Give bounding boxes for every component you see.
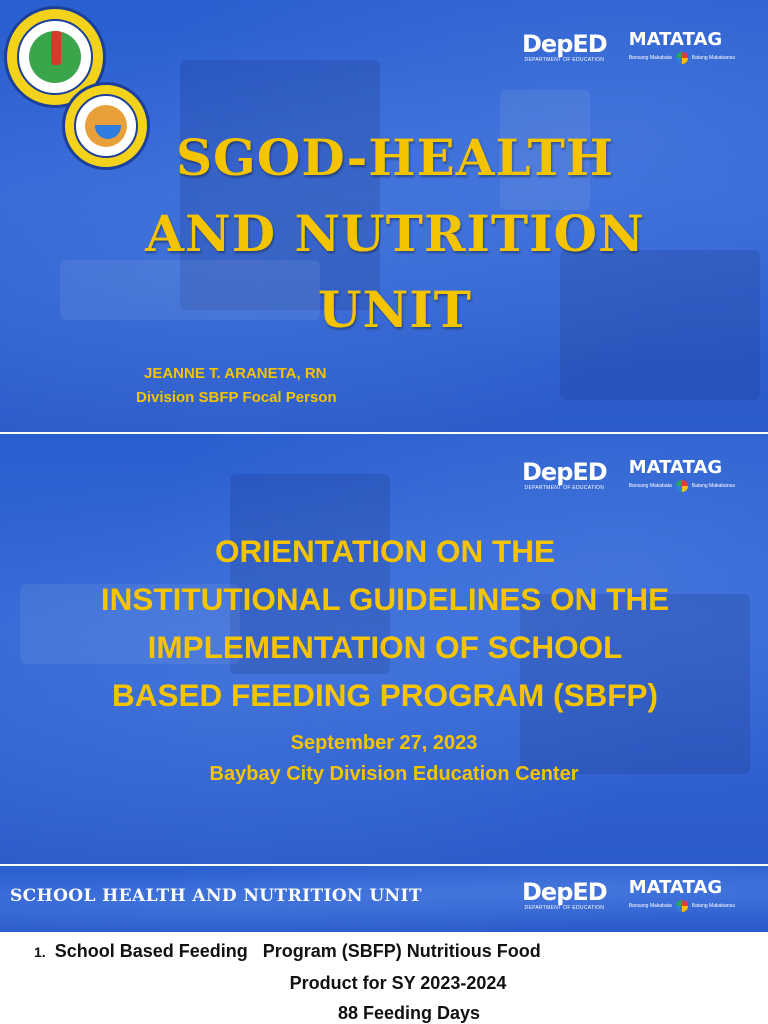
matatag-tagline-left: Bansang Makabata [628, 483, 672, 489]
brand-logos [522, 878, 735, 912]
brand-logos [522, 30, 735, 64]
orientation-title-line: BASED FEEDING PROGRAM (SBFP) [111, 677, 659, 713]
unit-title-line: AND NUTRITION [145, 204, 645, 263]
matatag-logo [629, 30, 735, 64]
matatag-emblem-icon [676, 52, 688, 64]
feeding-days: 88 Feeding Days [337, 1003, 481, 1023]
matatag-tagline-right: Batang Makabansa [691, 55, 735, 61]
presenter-block [136, 362, 337, 410]
orientation-title-line: IMPLEMENTATION OF SCHOOL [147, 629, 623, 665]
orientation-slide [0, 434, 768, 864]
brand-logos [522, 458, 735, 492]
deped-logo [522, 877, 607, 911]
matatag-wordmark: MATATAG [628, 877, 723, 898]
orientation-title-line: INSTITUTIONAL GUIDELINES ON THE [100, 581, 670, 617]
deped-wordmark: DepED [522, 29, 607, 58]
deped-subtitle: DEPARTMENT OF EDUCATION [524, 904, 605, 911]
matatag-logo [629, 878, 735, 912]
matatag-tagline-right: Batang Makabansa [691, 903, 735, 909]
matatag-emblem-icon [676, 900, 688, 912]
list-item-number: 1. [34, 944, 46, 960]
deped-logo [522, 457, 607, 491]
deped-wordmark: DepED [522, 877, 607, 906]
orientation-title [40, 527, 730, 719]
matatag-wordmark: MATATAG [628, 29, 723, 50]
matatag-tagline-right: Batang Makabansa [691, 483, 735, 489]
matatag-logo [629, 458, 735, 492]
title-slide [0, 0, 768, 432]
section-header-title: SCHOOL HEALTH AND NUTRITION UNIT [10, 886, 422, 906]
matatag-tagline-left: Bansang Makabata [628, 55, 672, 61]
event-date: September 27, 2023 [290, 732, 478, 754]
unit-title-line: SGOD-HEALTH [175, 128, 615, 187]
matatag-tagline-left: Bansang Makabata [628, 903, 672, 909]
matatag-wordmark: MATATAG [628, 457, 723, 478]
heading-line: School Based Feeding Program (SBFP) Nutritious Food [54, 941, 541, 961]
deped-subtitle: DEPARTMENT OF EDUCATION [524, 56, 605, 63]
matatag-emblem-icon [676, 480, 688, 492]
heading-line: Product for SY 2023-2024 [289, 973, 507, 993]
deped-subtitle: DEPARTMENT OF EDUCATION [524, 484, 605, 491]
deped-wordmark: DepED [522, 457, 607, 486]
presenter-name: JEANNE T. ARANETA, RN [144, 365, 327, 382]
event-venue: Baybay City Division Education Center [209, 763, 579, 785]
deped-logo [522, 29, 607, 63]
presenter-role: Division SBFP Focal Person [136, 389, 337, 406]
section-header-slide [0, 866, 768, 932]
unit-title [100, 120, 690, 348]
orientation-title-line: ORIENTATION ON THE [214, 533, 556, 569]
unit-title-line: UNIT [318, 280, 472, 339]
